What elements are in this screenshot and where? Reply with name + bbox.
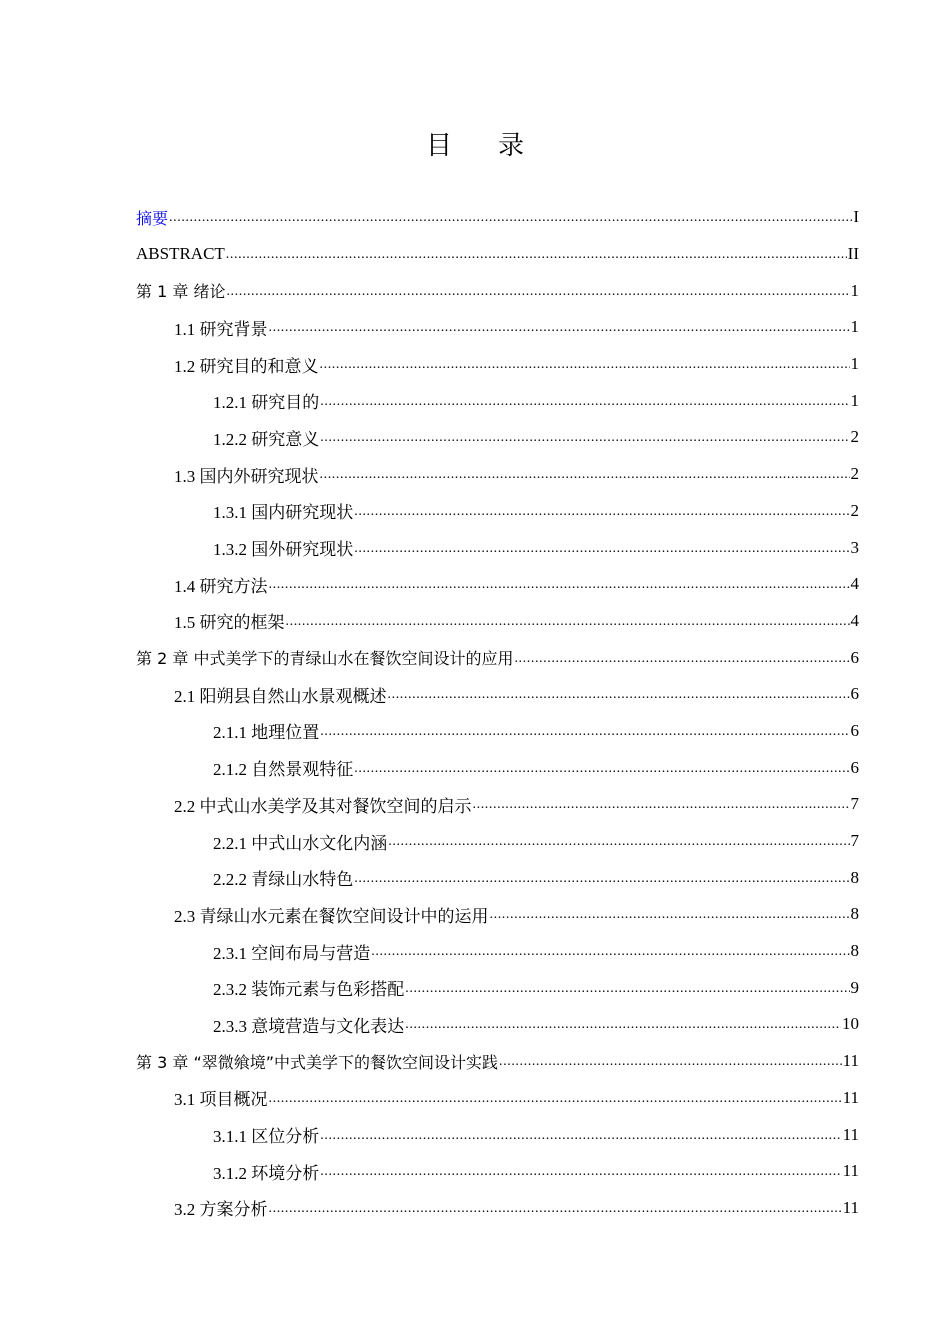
toc-entry[interactable]: [0, 309, 950, 346]
toc-entry-page-number: 2: [850, 464, 859, 484]
toc-entry-label: 1.3.2 国外研究现状: [213, 540, 354, 560]
toc-entry-page-number: 6: [850, 684, 859, 704]
dot-leader: [388, 684, 850, 704]
toc-entry-page-number: 6: [850, 757, 859, 777]
toc-entry-label: 3.1.2 环境分析: [213, 1163, 320, 1183]
toc-entry-label: 2.3.1 空间布局与营造: [213, 943, 371, 963]
toc-entry[interactable]: [0, 1153, 950, 1190]
toc-entry-page-number: 8: [850, 867, 859, 887]
toc-entry-page-number: 2: [850, 500, 859, 520]
toc-entry-label: 第 2 章 中式美学下的青绿山水在餐饮空间设计的应用: [136, 649, 514, 669]
toc-entry[interactable]: [0, 1080, 950, 1117]
dot-leader: [388, 831, 849, 851]
dot-leader: [320, 427, 849, 447]
title-char-2: 录: [498, 131, 525, 161]
toc-entry[interactable]: [0, 786, 950, 823]
page-title: [0, 128, 950, 164]
toc-entry-label: 2.3.3 意境营造与文化表达: [213, 1016, 405, 1036]
dot-leader: [320, 721, 849, 741]
toc-entry-label: 1.3.1 国内研究现状: [213, 503, 354, 523]
dot-leader: [320, 1125, 841, 1145]
toc-entry[interactable]: [0, 749, 950, 786]
toc-entry-label: 1.2.2 研究意义: [213, 429, 320, 449]
dot-leader: [269, 1088, 842, 1108]
toc-entry-label: 1.3 国内外研究现状: [174, 466, 319, 486]
dot-leader: [269, 574, 850, 594]
toc-entry[interactable]: [0, 603, 950, 640]
toc-entry-page-number: 11: [842, 1051, 859, 1071]
dot-leader: [405, 978, 849, 998]
toc-entry-label: 3.1.1 区位分析: [213, 1127, 320, 1147]
toc-entry[interactable]: [0, 896, 950, 933]
dot-leader: [490, 904, 850, 924]
dot-leader: [499, 1051, 842, 1071]
toc-entry-page-number: 11: [842, 1087, 859, 1107]
toc-entry-label: 3.1 项目概况: [174, 1090, 268, 1110]
toc-entry-page-number: 1: [850, 317, 859, 337]
toc-entry[interactable]: [0, 419, 950, 456]
toc-entry-label: 2.2.2 青绿山水特色: [213, 870, 354, 890]
toc-entry[interactable]: [0, 713, 950, 750]
dot-leader: [320, 391, 849, 411]
toc-entry[interactable]: [0, 566, 950, 603]
dot-leader: [371, 941, 849, 961]
toc-entry-label: 2.1 阳朔县自然山水景观概述: [174, 686, 387, 706]
toc-entry-page-number: 4: [850, 574, 859, 594]
toc-entry-label: 第 3 章 “翠微飨境”中式美学下的餐饮空间设计实践: [136, 1052, 499, 1072]
dot-leader: [354, 501, 849, 521]
dot-leader: [354, 538, 849, 558]
dot-leader: [473, 794, 850, 814]
toc-entry[interactable]: [0, 676, 950, 713]
toc-entry-page-number: 1: [850, 354, 859, 374]
toc-entry-page-number: II: [847, 244, 859, 264]
toc-entry-page-number: 2: [850, 427, 859, 447]
toc-entry[interactable]: [0, 1190, 950, 1227]
toc-entry-label: 2.3 青绿山水元素在餐饮空间设计中的运用: [174, 906, 489, 926]
toc-entry[interactable]: [0, 639, 950, 676]
toc-entry-label: 1.2 研究目的和意义: [174, 356, 319, 376]
toc-entry-page-number: I: [853, 207, 859, 227]
toc-entry-page-number: 7: [850, 794, 859, 814]
dot-leader: [320, 354, 850, 374]
toc-entry-page-number: 11: [842, 1161, 859, 1181]
toc-entry-page-number: 1: [850, 390, 859, 410]
toc-entry[interactable]: [0, 382, 950, 419]
toc-entry-page-number: 6: [850, 720, 859, 740]
toc-entry-label: 1.1 研究背景: [174, 319, 268, 339]
toc-entry-page-number: 11: [842, 1124, 859, 1144]
toc-entry-page-number: 9: [850, 977, 859, 997]
dot-leader: [354, 758, 849, 778]
toc-entry[interactable]: [0, 456, 950, 493]
toc-entry-label: 2.3.2 装饰元素与色彩搭配: [213, 980, 405, 1000]
dot-leader: [354, 868, 849, 888]
dot-leader: [286, 611, 850, 631]
dot-leader: [269, 317, 850, 337]
toc-entry[interactable]: [0, 1043, 950, 1080]
dot-leader: [169, 207, 852, 227]
title-char-1: 目: [425, 131, 452, 161]
toc-entry-page-number: 3: [850, 537, 859, 557]
toc-entry-label: 1.2.1 研究目的: [213, 393, 320, 413]
toc-entry-label: 2.1.1 地理位置: [213, 723, 320, 743]
dot-leader: [226, 281, 849, 301]
toc-entry-page-number: 6: [850, 647, 859, 667]
toc-entry-label: 2.2 中式山水美学及其对餐饮空间的启示: [174, 796, 472, 816]
toc-entry[interactable]: [0, 272, 950, 309]
dot-leader: [514, 648, 849, 668]
toc-entry-label: 2.1.2 自然景观特征: [213, 760, 354, 780]
toc-entry-page-number: 1: [850, 280, 859, 300]
dot-leader: [269, 1198, 842, 1218]
toc-entry[interactable]: [0, 529, 950, 566]
toc-entry-label: 1.5 研究的框架: [174, 613, 285, 633]
toc-entry-label[interactable]: 摘要: [136, 208, 169, 228]
toc-entry-page-number: 4: [850, 610, 859, 630]
toc-entry-label: 3.2 方案分析: [174, 1200, 268, 1220]
toc-entry-page-number: 8: [850, 941, 859, 961]
toc-entry-page-number: 8: [850, 904, 859, 924]
dot-leader: [320, 464, 850, 484]
toc-entry[interactable]: [0, 969, 950, 1006]
toc-entry-page-number: 10: [842, 1014, 859, 1034]
toc-entry[interactable]: [0, 1116, 950, 1153]
toc-entry-label: ABSTRACT: [136, 244, 225, 264]
toc-entry[interactable]: [0, 493, 950, 530]
toc-entry-label: 2.2.1 中式山水文化内涵: [213, 833, 388, 853]
table-of-contents: [0, 199, 950, 1226]
dot-leader: [226, 244, 847, 264]
dot-leader: [405, 1014, 841, 1034]
toc-entry[interactable]: [0, 346, 950, 383]
toc-entry-label: 第 1 章 绪论: [136, 282, 226, 302]
toc-entry-page-number: 7: [850, 831, 859, 851]
toc-entry[interactable]: [0, 859, 950, 896]
toc-entry[interactable]: [0, 933, 950, 970]
toc-entry[interactable]: [0, 823, 950, 860]
dot-leader: [320, 1161, 841, 1181]
toc-entry[interactable]: [0, 199, 950, 236]
toc-entry[interactable]: [0, 236, 950, 273]
toc-entry-page-number: 11: [842, 1197, 859, 1217]
toc-entry[interactable]: [0, 1006, 950, 1043]
toc-entry-label: 1.4 研究方法: [174, 576, 268, 596]
